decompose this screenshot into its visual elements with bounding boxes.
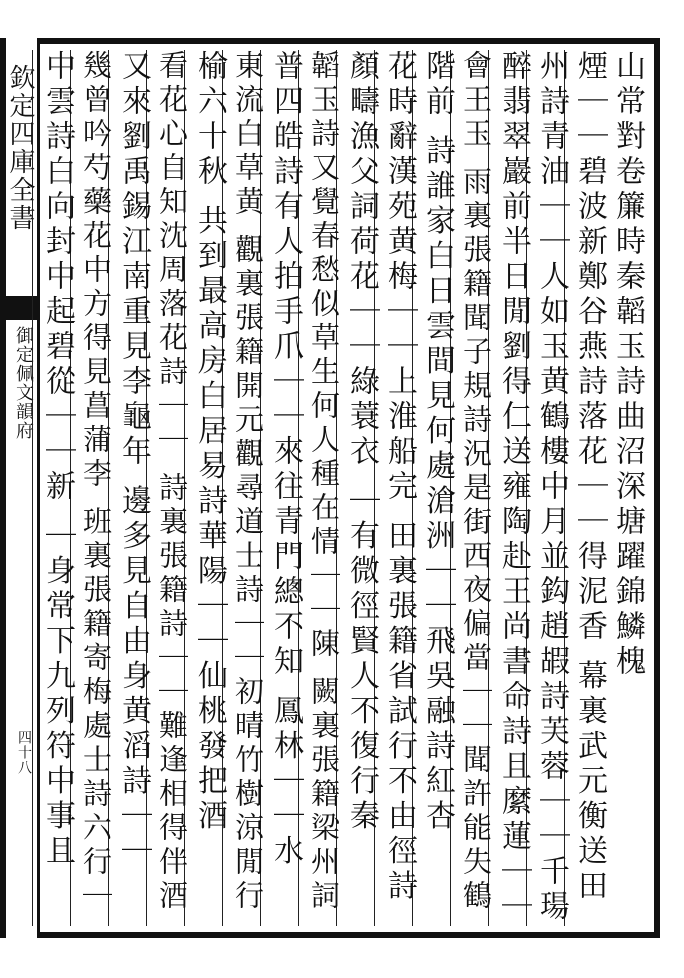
- column-text: 又來劉禹錫江南重見李龜年 邊多見自由身黄滔詩｜｜: [116, 50, 151, 870]
- text-column-16: [32, 50, 82, 926]
- column-text: 階前 詩誰家白日雲間見何處滄洲｜｜飛吳融詩紅杏: [420, 50, 455, 835]
- column-text: 顏疇漁父詞荷花｜｜綠蓑衣 ｜有微徑賢人不復行秦: [344, 50, 379, 835]
- column-text: 看花心自知沈周落花詩｜｜ 詩裏張籍詩｜｜難逢相得伴酒: [155, 50, 189, 915]
- column-text: 韜玉詩又覺春愁似草生何人種在情｜｜陳 闕裏張籍梁州詞: [307, 50, 341, 915]
- section-title: 御定佩文韻府: [13, 326, 34, 440]
- book-title: 欽定四庫全書: [5, 64, 35, 232]
- column-text: 中雲詩白向封中起碧從｜｜新 ｜身常下九列符中事且: [40, 50, 75, 870]
- column-text: 榆六十秋 共到最高房白居易詩華陽｜｜仙桃發把酒: [192, 50, 227, 835]
- frame-bottom-border: [40, 932, 660, 938]
- column-text: 醉翡翠巖前半日閒劉得仁送雍陶赴王尚書命詩且縻蓮｜｜: [496, 50, 531, 925]
- column-text: 普四皓詩有人拍手爪｜｜來往青門總不知 鳳林｜｜水: [268, 50, 303, 870]
- column-text: 山常對卷簾時秦韜玉詩曲沼深塘躍錦鱗槐: [610, 50, 645, 680]
- page-number: 四十八: [16, 730, 32, 775]
- frame-top-border: [40, 38, 660, 44]
- column-text: 州詩青油｜｜人如玉黄鶴樓中月並鈎趙嘏詩芙蓉｜｜千瑒: [534, 50, 569, 925]
- column-text: 煙｜｜碧波新鄭谷燕詩落花｜｜得泥香 幕裏武元衡送田: [572, 50, 607, 905]
- text-columns: [40, 50, 652, 926]
- column-text: 會王玉 雨裏張籍聞子規詩況是街西夜偏當｜｜聞許能失鶴: [459, 50, 493, 915]
- column-text: 花時辭漢苑黄梅｜｜上淮船完 田裏張籍省試行不由徑詩: [382, 50, 417, 905]
- column-text: 東流白草黄 觀裏張籍開元觀尋道士詩｜｜初晴竹樹涼閒行: [231, 50, 265, 915]
- frame-right-border: [654, 38, 660, 938]
- column-text: 幾曾吟芍藥花中方得見菖蒲李 班裏張籍寄梅處士詩六行｜: [79, 50, 113, 915]
